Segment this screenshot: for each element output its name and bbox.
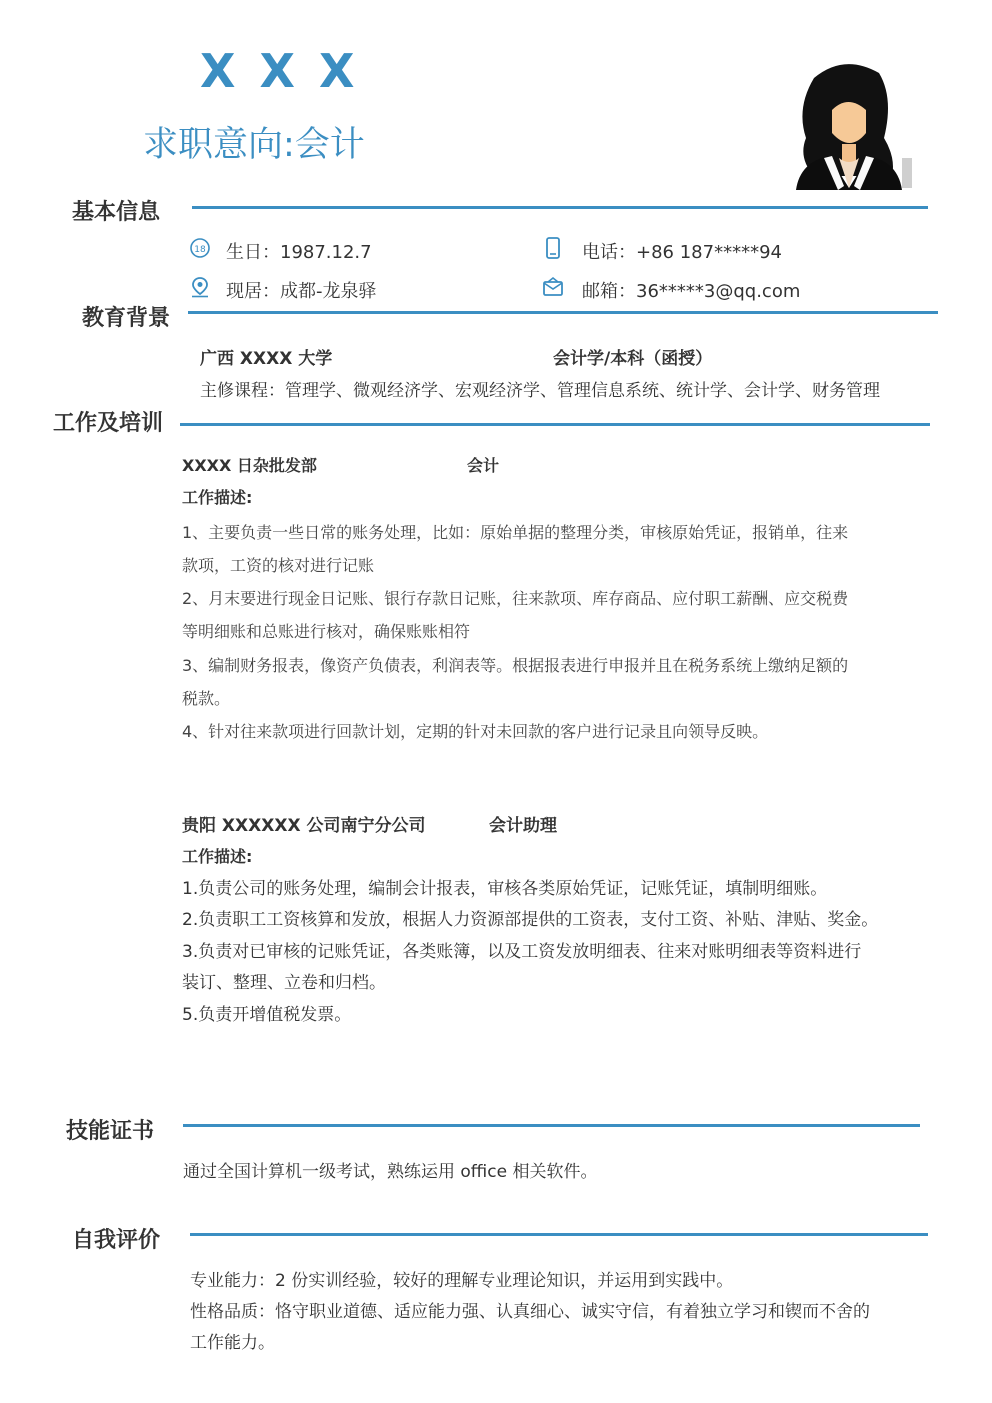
- skills-text: 通过全国计算机一级考试，熟练运用 office 相关软件。: [183, 1162, 598, 1182]
- section-divider: [192, 206, 928, 209]
- courses-text: 主修课程：管理学、微观经济学、宏观经济学、管理信息系统、统计学、会计学、财务管理: [200, 381, 880, 401]
- job-company: XXXX 日杂批发部: [182, 456, 317, 475]
- section-divider: [188, 311, 938, 314]
- candidate-name: X X X: [200, 44, 359, 98]
- job-desc-label: 工作描述:: [182, 488, 253, 507]
- job-desc-line: 4、针对往来款项进行回款计划，定期的针对未回款的客户进行记录且向领导反映。: [182, 722, 769, 741]
- mail-icon: [542, 276, 564, 298]
- section-title-basic-info: 基本信息: [72, 200, 161, 225]
- section-title-self-evaluation: 自我评价: [72, 1228, 161, 1253]
- job-desc-line: 3.负责对已审核的记账凭证，各类账簿，以及工资发放明细表、往来对账明细表等资料进行: [182, 942, 862, 962]
- job-desc-line: 装订、整理、立卷和归档。: [182, 973, 386, 993]
- avatar: [784, 58, 914, 190]
- residence-text: 现居：成都-龙泉驿: [226, 281, 377, 302]
- section-title-education: 教育背景: [82, 306, 171, 331]
- job-desc-line: 1.负责公司的账务处理，编制会计报表，审核各类原始凭证，记账凭证，填制明细账。: [182, 879, 828, 899]
- job-objective: 求职意向:会计: [143, 125, 365, 165]
- job-desc-line: 1、主要负责一些日常的账务处理，比如：原始单据的整理分类，审核原始凭证，报销单，往来: [182, 523, 849, 542]
- job-position: 会计助理: [489, 816, 557, 836]
- avatar-image: [784, 58, 914, 190]
- svg-text:18: 18: [194, 245, 206, 255]
- birthday-18-icon: [189, 237, 211, 259]
- self-eval-line: 专业能力：2 份实训经验，较好的理解专业理论知识，并运用到实践中。: [190, 1271, 734, 1291]
- job-desc-line: 等明细账和总账进行核对，确保账账相符: [182, 622, 471, 641]
- section-divider: [180, 423, 930, 426]
- email-text: 邮箱：36*****3@qq.com: [582, 281, 801, 302]
- job-company: 贵阳 XXXXXX 公司南宁分公司: [182, 816, 426, 836]
- job-desc-line: 3、编制财务报表，像资产负债表，利润表等。根据报表进行申报并且在税务系统上缴纳足额的: [182, 656, 849, 675]
- job-desc-line: 2.负责职工工资核算和发放，根据人力资源部提供的工资表，支付工资、补贴、津贴、奖金。: [182, 910, 879, 930]
- job-desc-line: 款项，工资的核对进行记账: [182, 556, 375, 575]
- job-desc-line: 2、月末要进行现金日记账、银行存款日记账，往来款项、库存商品、应付职工薪酬、应交税费: [182, 589, 849, 608]
- self-eval-line: 工作能力。: [190, 1333, 275, 1353]
- phone-icon: [542, 237, 564, 259]
- birthday-text: 生日：1987.12.7: [226, 242, 372, 263]
- section-title-work: 工作及培训: [53, 411, 164, 436]
- section-divider: [190, 1233, 928, 1236]
- job-desc-line: 5.负责开增值税发票。: [182, 1005, 352, 1025]
- location-pin-icon: [189, 276, 211, 298]
- self-eval-line: 性格品质：恪守职业道德、适应能力强、认真细心、诚实守信，有着独立学习和锲而不舍的: [190, 1302, 870, 1322]
- section-title-skills: 技能证书: [66, 1119, 155, 1144]
- job-desc-label: 工作描述:: [182, 847, 253, 866]
- section-divider: [183, 1124, 920, 1127]
- job-position: 会计: [467, 456, 500, 475]
- school-name: 广西 XXXX 大学: [200, 349, 333, 369]
- job-desc-line: 税款。: [182, 689, 231, 708]
- major-degree: 会计学/本科（函授）: [553, 349, 713, 369]
- phone-text: 电话：+86 187*****94: [582, 242, 782, 263]
